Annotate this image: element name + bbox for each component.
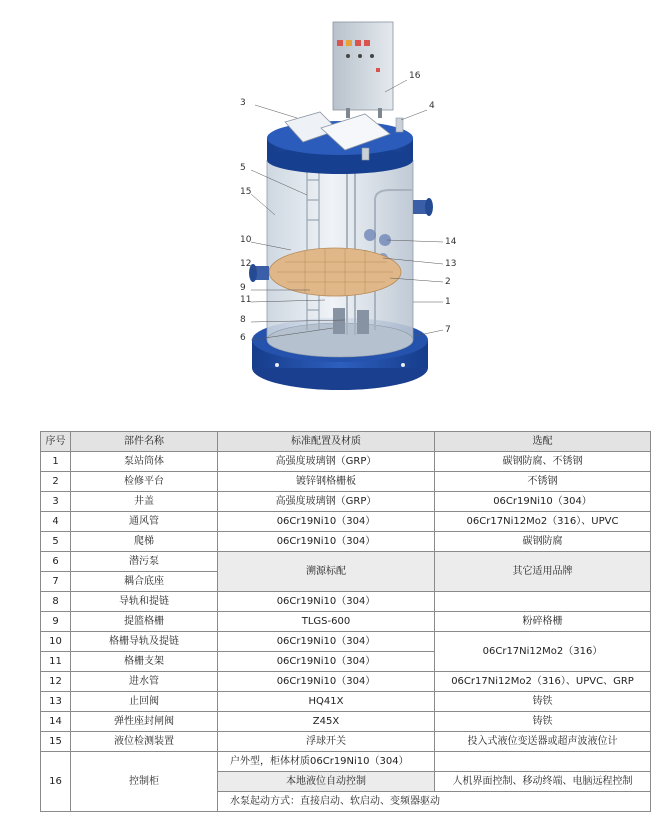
callout-7: 7 [445, 325, 451, 335]
row-no: 15 [41, 732, 71, 752]
header-standard: 标准配置及材质 [218, 432, 435, 452]
cabinet-line-1: 户外型，柜体材质06Cr19Ni10（304） [218, 752, 435, 772]
row-optional: 06Cr19Ni10（304） [435, 492, 651, 512]
control-cabinet [333, 22, 393, 118]
row-optional: 铸铁 [435, 712, 651, 732]
callout-2: 2 [445, 277, 451, 287]
row-no: 14 [41, 712, 71, 732]
row-name: 爬梯 [71, 532, 218, 552]
callout-3: 3 [240, 98, 246, 108]
row-name: 通风管 [71, 512, 218, 532]
row-no: 12 [41, 672, 71, 692]
row-no: 16 [41, 752, 71, 812]
row-optional: 不锈钢 [435, 472, 651, 492]
row-optional: 碳钢防腐、不锈钢 [435, 452, 651, 472]
row-standard: 06Cr19Ni10（304） [218, 672, 435, 692]
pump-station-drawing [215, 10, 465, 395]
row-standard: 06Cr19Ni10（304） [218, 652, 435, 672]
row-no: 2 [41, 472, 71, 492]
table-row [41, 552, 651, 572]
callout-8: 8 [240, 315, 246, 325]
callout-15: 15 [240, 187, 252, 197]
row-standard: HQ41X [218, 692, 435, 712]
row-no: 5 [41, 532, 71, 552]
table-row [41, 612, 651, 632]
row-standard: 06Cr19Ni10（304） [218, 592, 435, 612]
table-row [41, 632, 651, 652]
row-standard: TLGS-600 [218, 612, 435, 632]
callout-10: 10 [240, 235, 252, 245]
row-name: 止回阀 [71, 692, 218, 712]
row-standard: 06Cr19Ni10（304） [218, 532, 435, 552]
row-optional: 铸铁 [435, 692, 651, 712]
row-name: 格栅支架 [71, 652, 218, 672]
row-standard: 镀锌钢格栅板 [218, 472, 435, 492]
row-no: 9 [41, 612, 71, 632]
row-standard: 浮球开关 [218, 732, 435, 752]
callout-6: 6 [240, 333, 246, 343]
row-name: 提篮格栅 [71, 612, 218, 632]
row-no: 1 [41, 452, 71, 472]
callout-1: 1 [445, 297, 451, 307]
cabinet-line-1-optional [435, 752, 651, 772]
row-name: 导轨和提链 [71, 592, 218, 612]
pump-station-illustration [215, 10, 465, 395]
table-row [41, 692, 651, 712]
row-name: 耦合底座 [71, 572, 218, 592]
row-no: 8 [41, 592, 71, 612]
row-optional: 粉碎格栅 [435, 612, 651, 632]
row-optional: 投入式液位变送器或超声波液位计 [435, 732, 651, 752]
callout-12: 12 [240, 259, 252, 269]
table-row [41, 752, 651, 772]
row-standard: 06Cr19Ni10（304） [218, 632, 435, 652]
row-name: 进水管 [71, 672, 218, 692]
cabinet-line-2-optional: 人机界面控制、移动终端、电脑远程控制 [435, 772, 651, 792]
outlet-pipe [413, 198, 433, 216]
header-optional: 选配 [435, 432, 651, 452]
row-name: 弹性座封闸阀 [71, 712, 218, 732]
table-row [41, 452, 651, 472]
callout-4: 4 [429, 101, 435, 111]
row-name: 检修平台 [71, 472, 218, 492]
callout-5: 5 [240, 163, 246, 173]
cabinet-line-3: 水泵起动方式：直接启动、软启动、变频器驱动 [218, 792, 651, 812]
row-optional: 碳钢防腐 [435, 532, 651, 552]
callout-14: 14 [445, 237, 457, 247]
table-header-row [41, 432, 651, 452]
row-name: 潜污泵 [71, 552, 218, 572]
row-no: 6 [41, 552, 71, 572]
table-row [41, 732, 651, 752]
callout-13: 13 [445, 259, 457, 269]
row-name: 井盖 [71, 492, 218, 512]
row-name: 控制柜 [71, 752, 218, 812]
header-part-name: 部件名称 [71, 432, 218, 452]
row-standard: Z45X [218, 712, 435, 732]
row-no: 7 [41, 572, 71, 592]
row-name: 泵站筒体 [71, 452, 218, 472]
grille-optional-merged: 06Cr17Ni12Mo2（316） [435, 632, 651, 672]
row-no: 11 [41, 652, 71, 672]
table-row [41, 712, 651, 732]
row-optional: 06Cr17Ni12Mo2（316）、UPVC [435, 512, 651, 532]
callout-9: 9 [240, 283, 246, 293]
component-spec-table [40, 431, 651, 812]
table-row [41, 512, 651, 532]
row-no: 10 [41, 632, 71, 652]
table-row [41, 592, 651, 612]
table-row [41, 532, 651, 552]
table-row [41, 472, 651, 492]
row-no: 13 [41, 692, 71, 712]
grating-platform [269, 248, 401, 296]
row-optional: 06Cr17Ni12Mo2（316）、UPVC、GRP [435, 672, 651, 692]
row-name: 格栅导轨及提链 [71, 632, 218, 652]
row-standard: 06Cr19Ni10（304） [218, 512, 435, 532]
tank-lid [267, 112, 413, 174]
table-row [41, 492, 651, 512]
row-standard: 高强度玻璃钢（GRP） [218, 492, 435, 512]
callout-16: 16 [409, 71, 421, 81]
row-no: 3 [41, 492, 71, 512]
pump-optional-merged: 其它适用品牌 [435, 552, 651, 592]
row-no: 4 [41, 512, 71, 532]
row-name: 液位检测装置 [71, 732, 218, 752]
header-no: 序号 [41, 432, 71, 452]
cabinet-line-2-standard: 本地液位自动控制 [218, 772, 435, 792]
row-optional [435, 592, 651, 612]
table-row [41, 672, 651, 692]
callout-11: 11 [240, 295, 252, 305]
row-standard: 高强度玻璃钢（GRP） [218, 452, 435, 472]
pump-standard-merged: 溯源标配 [218, 552, 435, 592]
